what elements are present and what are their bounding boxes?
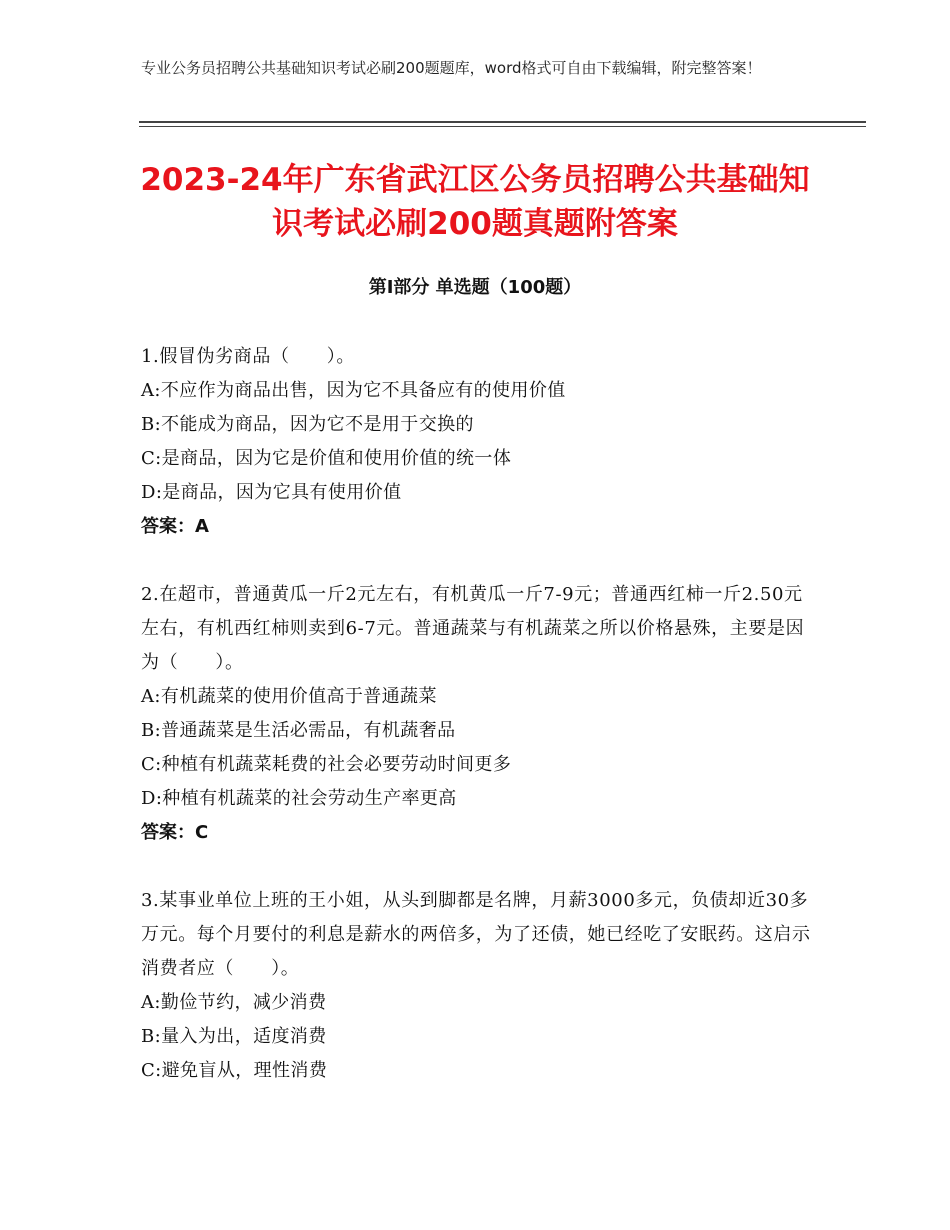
- document-title: 2023-24年广东省武江区公务员招聘公共基础知识考试必刷200题真题附答案: [140, 162, 810, 242]
- option-c: C:种植有机蔬菜耗费的社会必要劳动时间更多: [141, 754, 512, 775]
- header-divider-thin: [139, 126, 866, 127]
- question-stem: 2.在超市，普通黄瓜一斤2元左右，有机黄瓜一斤7-9元；普通西红柿一斤2.50元左右，有机西红柿则卖到6-7元。普通蔬菜与有机蔬菜之所以价格悬殊，主要是因为（ ）。: [141, 584, 805, 673]
- question-stem: 1.假冒伪劣商品（ ）。: [141, 346, 355, 367]
- answer-line: 答案：A: [141, 516, 209, 537]
- option-d: D:是商品，因为它具有使用价值: [141, 482, 402, 503]
- option-d: D:种植有机蔬菜的社会劳动生产率更高: [141, 788, 457, 809]
- option-c: C:避免盲从，理性消费: [141, 1060, 328, 1081]
- option-a: A:有机蔬菜的使用价值高于普通蔬菜: [141, 686, 437, 707]
- header-note: 专业公务员招聘公共基础知识考试必刷200题题库，word格式可自由下载编辑，附完整答案！: [141, 59, 762, 77]
- question-item: [141, 578, 813, 850]
- header-divider-thick: [139, 121, 866, 123]
- option-a: A:勤俭节约，减少消费: [141, 992, 327, 1013]
- answer-line: 答案：C: [141, 822, 209, 843]
- option-b: B:普通蔬菜是生活必需品，有机蔬奢品: [141, 720, 456, 741]
- option-c: C:是商品，因为它是价值和使用价值的统一体: [141, 448, 512, 469]
- option-b: B:量入为出，适度消费: [141, 1026, 327, 1047]
- question-list: [141, 340, 813, 1122]
- question-item: [141, 884, 813, 1088]
- option-b: B:不能成为商品，因为它不是用于交换的: [141, 414, 474, 435]
- question-item: [141, 340, 813, 544]
- question-stem: 3.某事业单位上班的王小姐，从头到脚都是名牌，月薪3000多元，负债却近30多万元。每个月要付的利息是薪水的两倍多，为了还债，她已经吃了安眠药。这启示消费者应（ ）。: [141, 890, 811, 979]
- section-title: 第Ⅰ部分 单选题（100题）: [368, 277, 582, 298]
- option-a: A:不应作为商品出售，因为它不具备应有的使用价值: [141, 380, 566, 401]
